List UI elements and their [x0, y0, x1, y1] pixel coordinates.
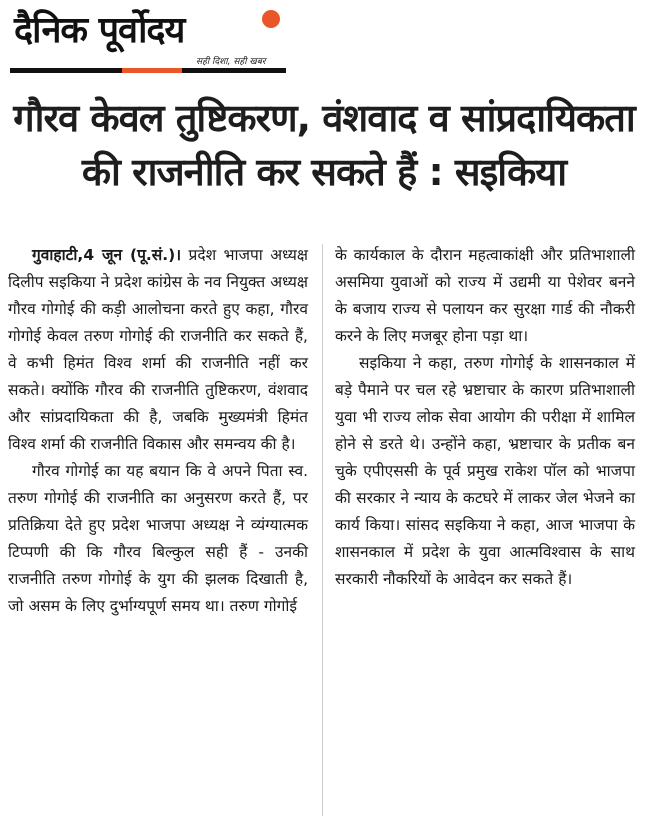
headline-line-2: की राजनीति कर सकते हैं : सइकिया — [81, 150, 567, 194]
paragraph: गौरव गोगोई का यह बयान कि वे अपने पिता स्व. तरुण गोगोई की राजनीति का अनुसरण करते हैं, पर प्रतिक्रिया देते हुए प्रदेश भाजपा अध्यक्ष ने व्यंग्यात्मक टिप्पणी की कि गौरव बिल्कुल सही हैं - उनकी राजनीति तरुण गोगोई के युग की झलक दिखाती है, जो असम के लिए दुर्भाग्यपूर्ण समय था। तरुण गोगोई — [8, 462, 308, 615]
sun-icon — [262, 10, 280, 28]
paragraph: के कार्यकाल के दौरान महत्वाकांक्षी और प्रतिभाशाली असमिया युवाओं को राज्य में उद्यमी या पेशेवर बनने के बजाय राज्य से पलायन कर सुरक्षा गार्ड की नौकरी करने के लिए मजबूर होना पड़ा था। — [335, 246, 635, 345]
article-column-right — [335, 242, 635, 593]
column-divider — [322, 244, 323, 816]
newspaper-tagline: सही दिशा, सही खबर — [196, 57, 266, 67]
dateline: गुवाहाटी,4 जून (पू.सं.)। — [32, 246, 182, 264]
masthead-accent-bar — [122, 68, 182, 73]
newspaper-name: दैनिक पूर्वोदय — [14, 10, 185, 51]
article-headline — [0, 92, 648, 200]
headline-line-1: गौरव केवल तुष्टिकरण, वंशवाद व सांप्रदायिकता — [13, 96, 635, 140]
article-column-left — [8, 242, 308, 620]
paragraph — [8, 242, 308, 458]
paragraph: सइकिया ने कहा, तरुण गोगोई के शासनकाल में बड़े पैमाने पर चल रहे भ्रष्टाचार के कारण प्रतिभाशाली युवा भी राज्य लोक सेवा आयोग की परीक्षा में शामिल होने से डरते थे। उन्होंने कहा, भ्रष्टाचार के प्रतीक बन चुके एपीएससी के पूर्व प्रमुख राकेश पॉल को भाजपा की सरकार ने न्याय के कटघरे में लाकर जेल भेजने का कार्य किया। सांसद सइकिया ने कहा, आज भाजपा के शासनकाल में प्रदेश के युवा आत्मविश्वास के साथ सरकारी नौकरियों के आवेदन कर सकते हैं। — [335, 354, 635, 588]
paragraph-text: प्रदेश भाजपा अध्यक्ष दिलीप सइकिया ने प्रदेश कांग्रेस के नव नियुक्त अध्यक्ष गौरव गोगोई की कड़ी आलोचना करते हुए कहा, गौरव गोगोई केवल तरुण गोगोई की राजनीति कर सकते हैं, वे कभी हिमंत विश्व शर्मा की राजनीति नहीं कर सकते। क्योंकि गौरव की राजनीति तुष्टिकरण, वंशवाद और सांप्रदायिकता की है, जबकि मुख्यमंत्री हिमंत विश्व शर्मा की राजनीति विकास और समन्वय की है। — [8, 246, 308, 453]
masthead-logo — [10, 4, 290, 74]
